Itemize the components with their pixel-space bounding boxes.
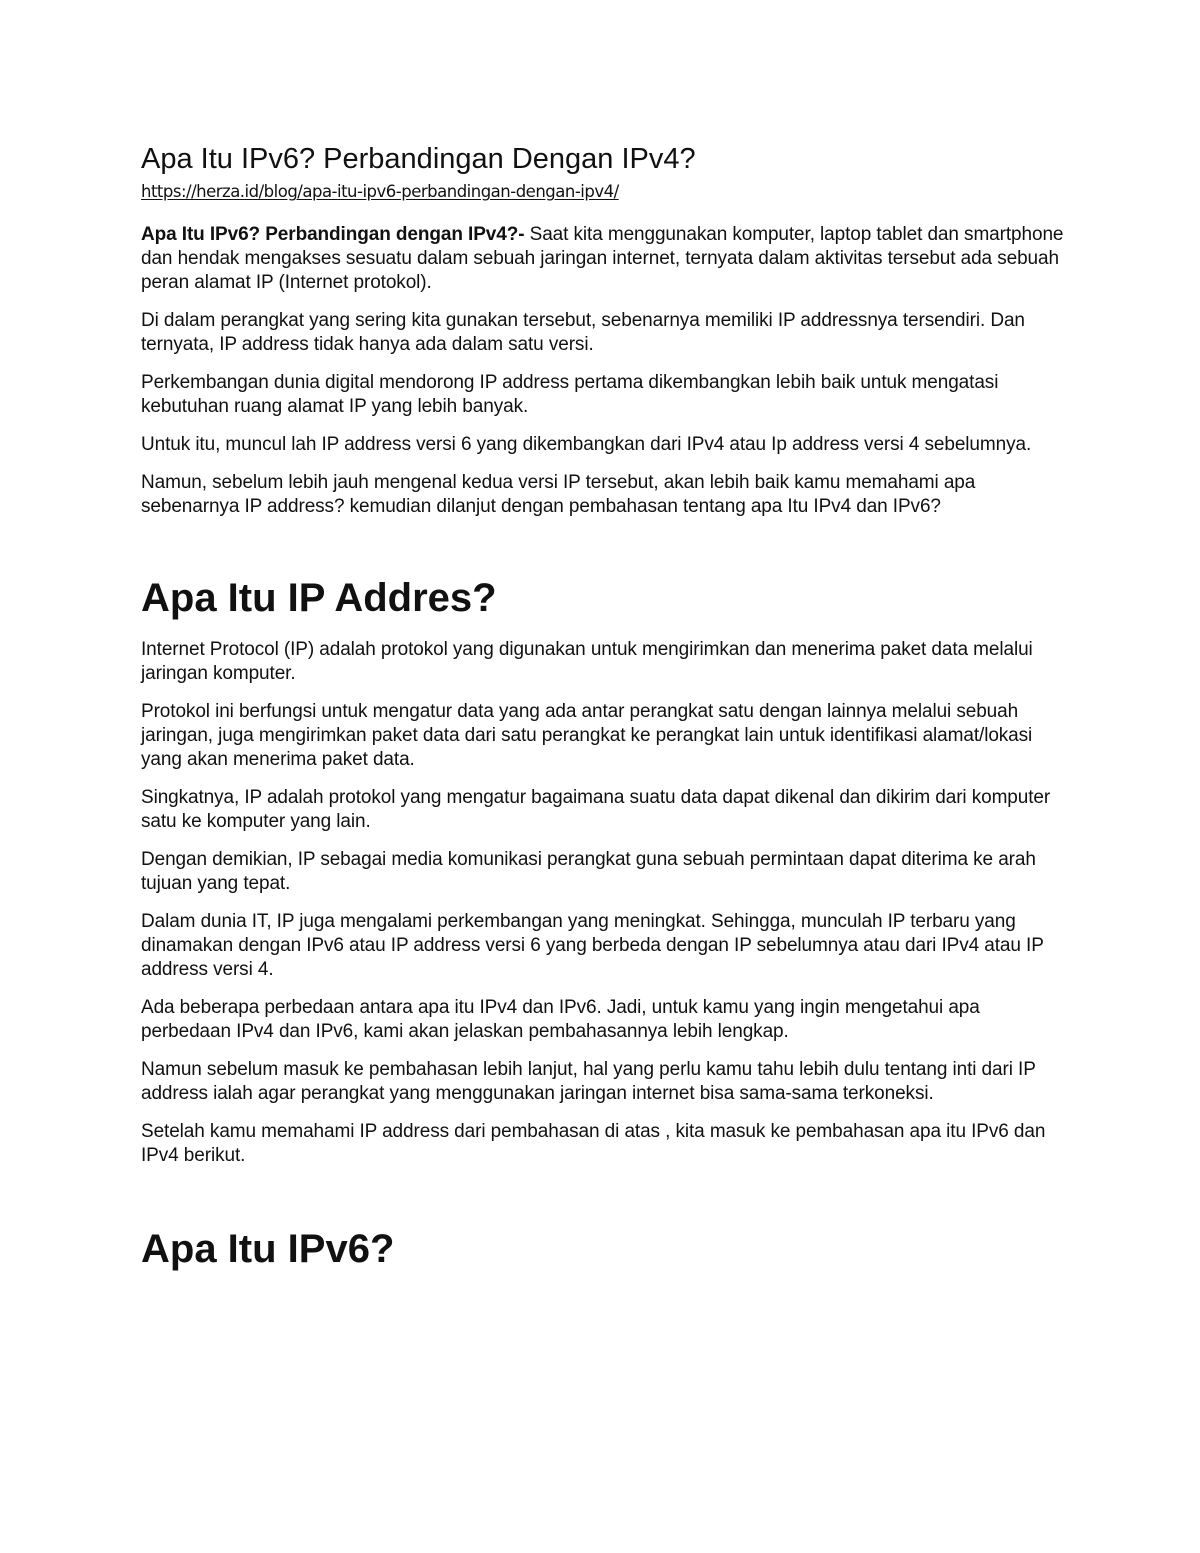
section-paragraph: Protokol ini berfungsi untuk mengatur data yang ada antar perangkat satu dengan lainnya melalui sebuah jaringan, juga mengirimkan paket data dari satu perangkat ke perangkat lain untuk identifikasi alamat/lokasi yang akan menerima paket data. (141, 701, 1033, 770)
section-heading-ip-address: Apa Itu IP Addres? (141, 576, 497, 620)
document-title: Apa Itu IPv6? Perbandingan Dengan IPv4? (141, 143, 696, 175)
section-paragraph: Internet Protocol (IP) adalah protokol yang digunakan untuk mengirimkan dan menerima paket data melalui jaringan komputer. (141, 639, 1033, 684)
section-heading-ipv6: Apa Itu IPv6? (141, 1227, 395, 1271)
intro-lead-paragraph (141, 223, 1066, 295)
ip-address-section (141, 638, 1066, 1182)
intro-lead-text: Saat kita menggunakan komputer, laptop tablet dan smartphone dan hendak mengakses sesuatu dalam sebuah jaringan internet, ternyata dalam aktivitas tersebut ada sebuah peran alamat IP (Internet protokol). (141, 224, 1064, 293)
intro-paragraph: Di dalam perangkat yang sering kita gunakan tersebut, sebenarnya memiliki IP addressnya tersendiri. Dan ternyata, IP address tidak hanya ada dalam satu versi. (141, 310, 1025, 355)
source-link[interactable]: https://herza.id/blog/apa-itu-ipv6-perbandingan-dengan-ipv4/ (141, 182, 619, 201)
section-paragraph: Dalam dunia IT, IP juga mengalami perkembangan yang meningkat. Sehingga, munculah IP terbaru yang dinamakan dengan IPv6 atau IP address versi 6 yang berbeda dengan IP sebelumnya atau dari IPv4 atau IP address versi 4. (141, 911, 1044, 980)
intro-paragraph: Perkembangan dunia digital mendorong IP address pertama dikembangkan lebih baik untuk mengatasi kebutuhan ruang alamat IP yang lebih banyak. (141, 372, 999, 417)
section-paragraph: Dengan demikian, IP sebagai media komunikasi perangkat guna sebuah permintaan dapat diterima ke arah tujuan yang tepat. (141, 849, 1036, 894)
intro-paragraph: Namun, sebelum lebih jauh mengenal kedua versi IP tersebut, akan lebih baik kamu memahami apa sebenarnya IP address? kemudian dilanjut dengan pembahasan tentang apa Itu IPv4 dan IPv6? (141, 472, 976, 517)
section-paragraph: Setelah kamu memahami IP address dari pembahasan di atas , kita masuk ke pembahasan apa itu IPv6 dan IPv4 berikut. (141, 1121, 1046, 1166)
section-paragraph: Singkatnya, IP adalah protokol yang mengatur bagaimana suatu data dapat dikenal dan dikirim dari komputer satu ke komputer yang lain. (141, 787, 1051, 832)
intro-lead-bold: Apa Itu IPv6? Perbandingan dengan IPv4?- (141, 224, 525, 245)
intro-section (141, 223, 1066, 533)
section-paragraph: Ada beberapa perbedaan antara apa itu IPv4 dan IPv6. Jadi, untuk kamu yang ingin mengetahui apa perbedaan IPv4 dan IPv6, kami akan jelaskan pembahasannya lebih lengkap. (141, 997, 980, 1042)
intro-paragraph: Untuk itu, muncul lah IP address versi 6 yang dikembangkan dari IPv4 atau Ip address versi 4 sebelumnya. (141, 434, 1032, 455)
section-paragraph: Namun sebelum masuk ke pembahasan lebih lanjut, hal yang perlu kamu tahu lebih dulu tentang inti dari IP address ialah agar perangkat yang menggunakan jaringan internet bisa sama-sama terkoneksi. (141, 1059, 1036, 1104)
